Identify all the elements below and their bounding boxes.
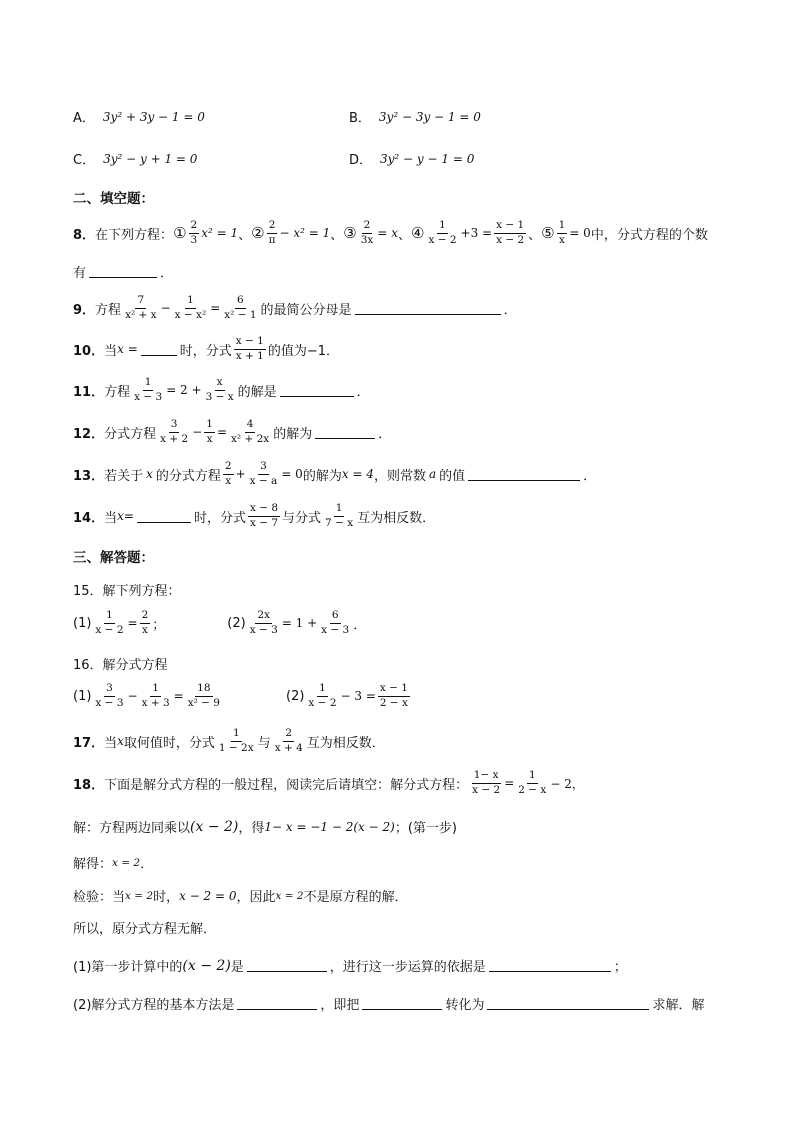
q15-p1-label: (1)	[73, 615, 92, 631]
q18-f2-den: 2 − x	[518, 783, 547, 796]
q10-var: x =	[117, 342, 138, 357]
q9-minus: −	[160, 301, 171, 316]
q16-p1-minus: −	[127, 689, 138, 704]
q9-number: 9．	[73, 302, 96, 318]
q12-f1-den: x + 2	[160, 432, 189, 445]
q13-outro: 的值	[439, 468, 466, 484]
q18-sol3-b: 时，	[153, 890, 180, 905]
q8-eq3-num: 2	[362, 220, 373, 234]
q9-answer-blank[interactable]	[355, 302, 501, 315]
q14-outro: 互为相反数．	[357, 510, 436, 526]
q15-p1-f2-num: 2	[140, 610, 151, 624]
q11-number: 11．	[73, 384, 105, 400]
q9-end: ．	[503, 302, 517, 318]
q10-number: 10．	[73, 343, 105, 359]
section-title-fill-in: 二、填空题：	[73, 191, 154, 207]
q14-mid: 时，分式	[193, 510, 246, 526]
q11-f1-den: x − 3	[134, 390, 163, 403]
q8-eq4b-num: x − 1	[494, 220, 526, 234]
q13-number: 13．	[73, 468, 105, 484]
question-16-title: 16．解分式方程	[73, 658, 168, 673]
q8-circle-1: ①	[173, 224, 187, 243]
q15-p1-eq: =	[127, 616, 138, 631]
q9-f3	[222, 295, 258, 321]
q18-sol1-eq: 1− x = −1 − 2(x − 2)	[264, 819, 395, 834]
q11-f1-num: 1	[143, 377, 154, 391]
q16-p2-label: (2)	[286, 688, 305, 704]
q9-f2-num: 1	[185, 295, 196, 309]
q18-p2-b: ，即把	[320, 998, 360, 1013]
option-b	[349, 107, 481, 126]
q18-sol1-paren: (x − 2)	[190, 818, 239, 835]
q8-eq3-fraction	[359, 220, 376, 246]
q18-solution-step-4: 所以，原分式方程无解．	[73, 922, 217, 937]
q15-p1-end: ；	[152, 617, 166, 633]
q15-p2-f2-den: x − 3	[321, 623, 350, 636]
option-b-equation: 3y² − 3y − 1 = 0	[378, 109, 481, 124]
q17-f2	[273, 728, 305, 754]
q18-intro: 下面是解分式方程的一般过程，阅读完后请填空：解分式方程：	[104, 777, 469, 793]
q14-mid2: 与分式	[282, 510, 322, 526]
q9-eq: =	[210, 301, 221, 316]
option-b-label: B．	[349, 111, 371, 126]
q18-f2-num: 1	[527, 770, 538, 784]
q8-eq4b-fraction	[494, 220, 526, 246]
q18-p1-c: ，进行这一步运算的依据是	[329, 960, 486, 975]
q16-p1-f3-den: x² − 9	[187, 696, 220, 709]
q13-f1-den: x	[225, 474, 232, 487]
q17-mid2: 与	[257, 735, 271, 751]
q8-eq1-tail: x² = 1	[201, 226, 239, 241]
q8-answer-blank[interactable]	[89, 265, 157, 278]
q15-p2-f2-num: 6	[330, 610, 341, 624]
option-a	[73, 107, 205, 126]
q12-f2	[204, 419, 215, 445]
q15-p2-f1-num: 2x	[255, 610, 272, 624]
option-a-equation: 3y² + 3y − 1 = 0	[102, 109, 205, 124]
q8-eq1-num: 2	[189, 220, 200, 234]
q10-answer-blank[interactable]	[141, 343, 177, 356]
q14-answer-blank[interactable]	[137, 510, 191, 523]
q13-mid3: ，则常数	[373, 468, 426, 484]
q13-eq: = 0	[281, 467, 303, 482]
q16-p1-f1-num: 3	[104, 683, 115, 697]
question-16-parts	[73, 683, 412, 709]
q15-p2-f2	[319, 610, 351, 636]
q9-f3-num: 6	[235, 295, 246, 309]
q11-mid: = 2 +	[166, 383, 202, 398]
q12-f1-num: 3	[169, 419, 180, 433]
q14-f1	[248, 503, 280, 529]
option-a-label: A．	[73, 111, 95, 126]
q8-circle-3: ③	[343, 224, 357, 243]
q13-var: x	[146, 467, 153, 482]
q8-sep-3: 、	[397, 227, 411, 243]
q13-intro: 若关于	[104, 468, 144, 484]
q18-p1-b: 是	[230, 960, 244, 975]
q13-end: ．	[583, 468, 597, 484]
q13-f2	[248, 461, 280, 487]
q14-f2-den: 7 − x	[325, 516, 354, 529]
q18-sol3-a: 检验：当	[73, 890, 126, 905]
question-12	[73, 419, 391, 445]
q13-sol: x = 4	[341, 467, 374, 482]
q11-f1	[132, 377, 164, 403]
q16-p1-eq: =	[173, 689, 184, 704]
q17-var: x	[117, 734, 124, 749]
question-15-title: 15．解下列方程：	[73, 584, 181, 599]
q8-eq5-den: x	[559, 233, 565, 246]
q9-intro: 方程	[95, 302, 122, 318]
option-c-label: C．	[73, 153, 96, 168]
q8-eq4a-den: x − 2	[428, 233, 457, 246]
q8-eq3-tail: = x	[377, 226, 398, 241]
q8-line2-end: ．	[160, 266, 174, 281]
q13-mid2: 的解为	[302, 468, 342, 484]
option-c	[73, 149, 197, 168]
question-10	[73, 336, 339, 362]
q12-f1	[158, 419, 190, 445]
q8-eq4b-den: x − 2	[496, 233, 525, 246]
q17-f1	[217, 728, 256, 754]
q18-p1-paren: (x − 2)	[182, 957, 231, 974]
q8-eq4a-fraction	[426, 220, 458, 246]
q8-line2-start: 有	[73, 266, 87, 281]
q13-mid: 的分式方程	[155, 468, 221, 484]
q18-p1-blank-1[interactable]	[247, 959, 327, 972]
q8-eq1-den: 3	[190, 233, 198, 246]
q12-f2-den: x	[206, 432, 213, 445]
q18-sol3-eq1: x = 2	[125, 889, 154, 902]
q14-intro: 当	[104, 510, 118, 526]
q8-eq2-tail: − x² = 1	[279, 226, 331, 241]
q8-eq5-fraction	[557, 220, 568, 246]
q14-f2	[323, 503, 355, 529]
q18-p2-a: (2)解分式方程的基本方法是	[73, 998, 235, 1013]
q13-f2-den: x − a	[249, 474, 278, 487]
q18-solution-step-1	[73, 817, 457, 836]
option-d-equation: 3y² − y − 1 = 0	[380, 151, 475, 166]
q15-p1-f1-num: 1	[104, 610, 115, 624]
question-13	[73, 461, 596, 487]
q12-intro: 分式方程	[104, 426, 157, 442]
q18-p2-blank-3[interactable]	[487, 997, 649, 1010]
question-18	[73, 770, 584, 796]
q9-f1-num: 7	[135, 295, 146, 309]
q13-f1	[223, 461, 234, 487]
q8-sep-4: 、	[528, 227, 542, 243]
q14-var: x=	[117, 509, 134, 524]
q18-part-2	[73, 994, 704, 1013]
q18-p1-a: (1)第一步计算中的	[73, 960, 183, 975]
q12-answer-blank[interactable]	[315, 426, 375, 439]
q9-outro: 的最简公分母是	[260, 302, 352, 318]
q18-p2-blank-1[interactable]	[237, 997, 317, 1010]
q12-f3	[229, 419, 271, 445]
question-11	[73, 377, 370, 403]
q14-number: 14．	[73, 510, 105, 526]
q16-p1-f3-num: 18	[195, 683, 212, 697]
q10-f-den: x + 1	[235, 349, 264, 362]
q18-p2-d: 求解．解	[652, 998, 705, 1013]
q16-p1-f2-num: 1	[150, 683, 161, 697]
q18-f1	[470, 770, 502, 796]
q16-p2-f1-den: x − 2	[308, 696, 337, 709]
q18-sol3-eq3: x = 2	[275, 889, 304, 902]
q8-sep-1: 、	[238, 227, 252, 243]
q18-sol1-b: ，得	[238, 821, 265, 836]
option-d	[349, 149, 474, 168]
question-9	[73, 295, 517, 321]
q18-eq: =	[504, 776, 515, 791]
q14-f2-num: 1	[334, 503, 345, 517]
q18-sol2-a: 解得：	[73, 857, 113, 872]
q11-f2-den: 3 − x	[205, 390, 234, 403]
q18-p1-blank-2[interactable]	[489, 959, 611, 972]
q8-eq2-den: π	[268, 233, 276, 246]
q18-solution-step-2	[73, 853, 153, 872]
q9-f3-den: x² − 1	[224, 308, 257, 321]
option-d-label: D．	[349, 153, 373, 168]
q18-f1-num: 1− x	[472, 770, 501, 784]
q8-outro: 中，分式方程的个数	[590, 227, 708, 243]
q12-eq: =	[216, 425, 227, 440]
question-8-line-2	[73, 262, 173, 281]
q18-solution-step-3	[73, 886, 408, 905]
q15-p1-f2-den: x	[141, 623, 148, 636]
q11-f2-num: x	[215, 377, 225, 391]
q8-intro: 在下列方程：	[95, 227, 174, 243]
question-8	[73, 220, 708, 246]
q14-f1-den: x − 7	[249, 516, 279, 529]
q8-eq4-mid: +3 =	[460, 226, 493, 241]
q18-part-1	[73, 956, 627, 975]
q11-end: ．	[356, 384, 370, 400]
q12-outro: 的解为	[273, 426, 313, 442]
q18-sol2-b: ．	[140, 857, 154, 872]
q15-p1-f1	[93, 610, 125, 636]
q18-sol1-a: 解：方程两边同乘以	[73, 821, 191, 836]
q10-f-num: x − 1	[234, 336, 266, 350]
q8-eq2-num: 2	[267, 220, 278, 234]
q15-p2-f1	[248, 610, 280, 636]
q11-answer-blank[interactable]	[280, 384, 354, 397]
q13-f2-num: 3	[258, 461, 269, 475]
q12-f3-num: 4	[245, 419, 256, 433]
q12-f2-num: 1	[204, 419, 215, 433]
q18-sol2-eq: x = 2	[112, 856, 141, 869]
q9-f1-den: x² + x	[125, 308, 157, 321]
q17-f2-num: 2	[283, 728, 294, 742]
q16-p1-f1	[93, 683, 125, 709]
q8-eq3-den: 3x	[360, 233, 374, 246]
q12-f3-den: x² + 2x	[231, 432, 270, 445]
q8-circle-4: ④	[410, 224, 425, 243]
q15-p2-mid: = 1 +	[281, 616, 318, 631]
q16-p2-f1-num: 1	[317, 683, 328, 697]
q17-mid: 取何值时，分式	[123, 735, 215, 751]
q18-p1-end: ；	[613, 960, 627, 975]
q8-eq2-fraction	[267, 220, 278, 246]
q11-outro: 的解是	[237, 384, 277, 400]
question-14	[73, 503, 435, 529]
q16-p2-f1	[306, 683, 338, 709]
q8-circle-5: ⑤	[541, 224, 555, 243]
q14-f1-num: x − 8	[248, 503, 280, 517]
section-title-solve: 三、解答题：	[73, 550, 154, 566]
q16-p1-f2-den: x + 3	[141, 696, 170, 709]
q10-fraction	[234, 336, 266, 362]
q9-f1	[123, 295, 159, 321]
q16-p2-f2-num: x − 1	[378, 683, 410, 697]
q8-eq1-fraction	[189, 220, 200, 246]
q8-eq5-num: 1	[557, 220, 568, 234]
q8-eq5-tail: = 0	[569, 226, 591, 241]
question-15-parts	[73, 610, 366, 636]
q17-f1-den: 1 − 2x	[218, 741, 254, 754]
q12-end: ．	[378, 426, 392, 442]
q9-f2-den: x − x²	[174, 308, 207, 321]
q8-circle-2: ②	[251, 224, 265, 243]
q8-number: 8．	[73, 227, 96, 243]
q8-eq4a-num: 1	[437, 220, 448, 234]
q17-f1-num: 1	[231, 728, 242, 742]
q13-answer-blank[interactable]	[468, 468, 580, 481]
q16-p1-f1-den: x − 3	[95, 696, 124, 709]
q15-p1-f2	[140, 610, 151, 636]
q17-intro: 当	[104, 735, 118, 751]
q16-p1-f2	[140, 683, 172, 709]
q13-f1-num: 2	[223, 461, 234, 475]
q16-p2-f2	[378, 683, 410, 709]
q16-p1-label: (1)	[73, 688, 92, 704]
q15-p2-end: ．	[353, 617, 367, 633]
q11-intro: 方程	[104, 384, 131, 400]
q17-f2-den: x + 4	[274, 741, 303, 754]
q17-number: 17．	[73, 735, 105, 751]
q10-mid: 时，分式	[179, 343, 232, 359]
q16-p2-f2-den: 2 − x	[379, 696, 408, 709]
q15-p2-f1-den: x − 3	[249, 623, 278, 636]
q11-f2	[204, 377, 236, 403]
q8-sep-2: 、	[330, 227, 344, 243]
q9-f2	[173, 295, 209, 321]
q15-p1-f1-den: x − 2	[95, 623, 124, 636]
q17-outro: 互为相反数．	[306, 735, 385, 751]
q15-p2-label: (2)	[227, 615, 246, 631]
q18-p2-c: 转化为	[445, 998, 485, 1013]
q12-number: 12．	[73, 426, 105, 442]
q18-sol3-d: 不是原方程的解．	[303, 890, 408, 905]
q18-sol1-c: ；(第一步)	[394, 821, 457, 836]
q16-p2-mid: − 3 =	[340, 689, 376, 704]
q18-p2-blank-2[interactable]	[362, 997, 442, 1010]
q10-intro: 当	[104, 343, 118, 359]
q13-plus: +	[235, 467, 246, 482]
option-c-equation: 3y² − y + 1 = 0	[103, 151, 198, 166]
question-17	[73, 728, 385, 754]
q16-p1-f3	[186, 683, 222, 709]
q18-sol3-eq2: x − 2 = 0	[179, 888, 237, 903]
q10-outro: 的值为−1．	[267, 343, 340, 359]
q18-f1-den: x − 2	[472, 783, 501, 796]
q18-tail: − 2，	[550, 776, 584, 791]
q13-avar: a	[428, 467, 437, 482]
q12-minus: −	[192, 425, 203, 440]
q18-f2	[516, 770, 548, 796]
q18-number: 18．	[73, 777, 105, 793]
q18-sol3-c: ，因此	[236, 890, 276, 905]
